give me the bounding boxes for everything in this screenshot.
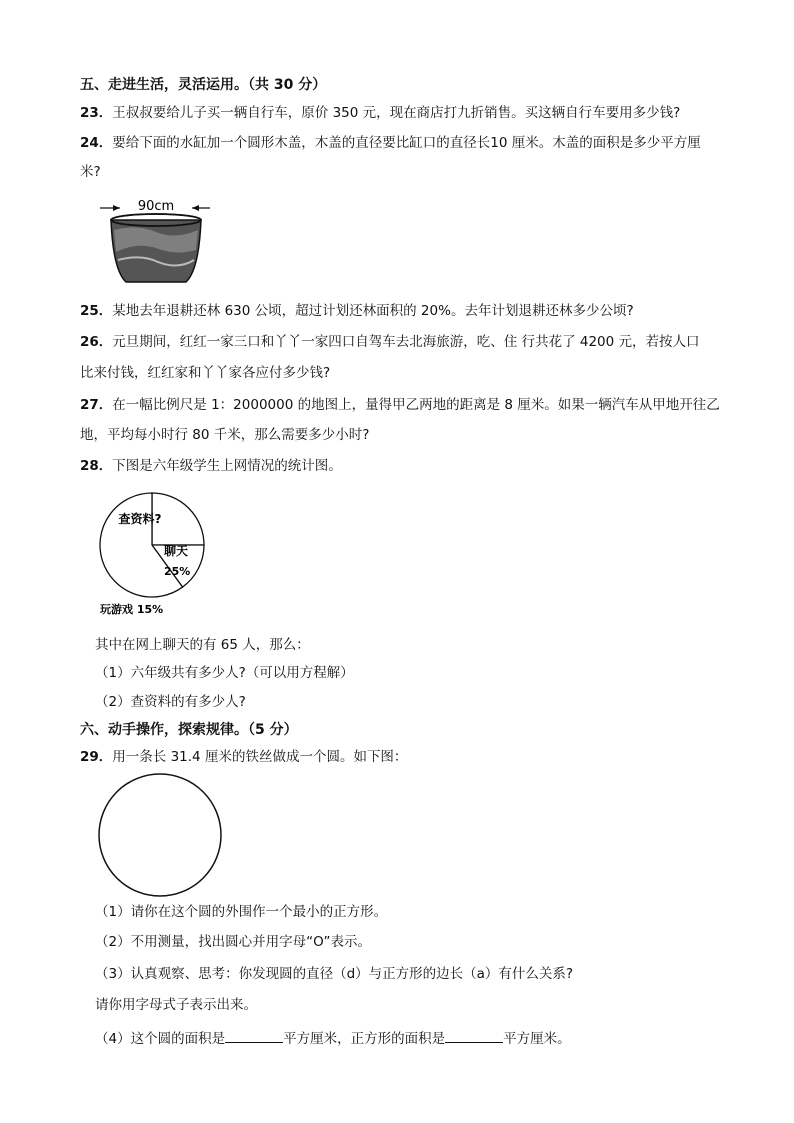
sub4-text-a: （4）这个圆的面积是: [95, 1031, 226, 1047]
pie-label-chat-percent: 25%: [164, 565, 191, 578]
question-29-sub2: （2）不用测量，找出圆心并用字母“O”表示。: [95, 934, 371, 950]
question-23: [80, 104, 680, 122]
question-text: 要给下面的水缸加一个圆形木盖，木盖的直径要比缸口的直径长10 厘米。木盖的面积是多少平方厘: [112, 135, 701, 151]
question-25: [80, 302, 634, 320]
question-28-followup: 其中在网上聊天的有 65 人，那么：: [95, 637, 310, 653]
pie-label-chat: 聊天: [164, 544, 189, 558]
tank-diameter-label: 90cm: [137, 199, 175, 214]
question-29-sub3b: 请你用字母式子表示出来。: [95, 997, 257, 1013]
question-text: 下图是六年级学生上网情况的统计图。: [112, 458, 342, 474]
section-6-heading: 六、动手操作，探索规律。（5 分）: [80, 722, 298, 738]
sub4-text-c: 平方厘米。: [503, 1031, 571, 1047]
question-29-sub4: [95, 1028, 571, 1048]
question-number: 25．: [80, 303, 113, 319]
question-number: 29．: [80, 749, 113, 765]
question-29-sub3: （3）认真观察、思考：你发现圆的直径（d）与正方形的边长（a）有什么关系?: [95, 966, 574, 982]
question-number: 28．: [80, 458, 113, 474]
question-text: 某地去年退耕还林 630 公顷，超过计划还林面积的 20%。去年计划退耕还林多少公顷?: [112, 303, 634, 319]
question-26-line2: 比来付钱，红红家和丫丫家各应付多少钱?: [80, 365, 331, 381]
question-24-line2: 米?: [80, 164, 101, 180]
sub4-text-b: 平方厘米，正方形的面积是: [283, 1031, 446, 1047]
question-27-line2: 地，平均每小时行 80 千米，那么需要多少小时?: [80, 427, 370, 443]
question-number: 27．: [80, 397, 113, 413]
question-29-sub1: （1）请你在这个圆的外围作一个最小的正方形。: [95, 904, 388, 920]
answer-blank-circle-area[interactable]: [225, 1028, 283, 1043]
question-28-sub2: （2）查资料的有多少人?: [95, 694, 246, 710]
internet-usage-pie-chart: [94, 490, 224, 625]
question-text: 在一幅比例尺是 1：2000000 的地图上，量得甲乙两地的距离是 8 厘米。如果一辆汽车从甲地开往乙: [112, 397, 720, 413]
water-tank-figure: [96, 190, 216, 290]
question-26: [80, 333, 700, 351]
answer-blank-square-area[interactable]: [445, 1028, 503, 1043]
question-28: [80, 457, 342, 475]
question-number: 23．: [80, 105, 113, 121]
question-24: [80, 134, 701, 152]
question-text: 王叔叔要给儿子买一辆自行车，原价 350 元，现在商店打九折销售。买这辆自行车要用多少钱?: [112, 105, 681, 121]
wire-circle-figure: [96, 772, 226, 900]
question-27: [80, 396, 720, 414]
question-text: 用一条长 31.4 厘米的铁丝做成一个圆。如下图：: [112, 749, 408, 765]
question-28-sub1: （1）六年级共有多少人?（可以用方程解）: [95, 665, 354, 681]
pie-label-research: 查资料?: [118, 512, 162, 526]
question-number: 24．: [80, 135, 113, 151]
question-29: [80, 748, 407, 766]
question-number: 26．: [80, 334, 113, 350]
pie-label-games: 玩游戏 15%: [100, 603, 164, 616]
question-text: 元旦期间，红红一家三口和丫丫一家四口自驾车去北海旅游，吃、住 行共花了 4200 元，若按人口: [112, 334, 700, 350]
section-5-heading: 五、走进生活，灵活运用。（共 30 分）: [80, 77, 327, 93]
